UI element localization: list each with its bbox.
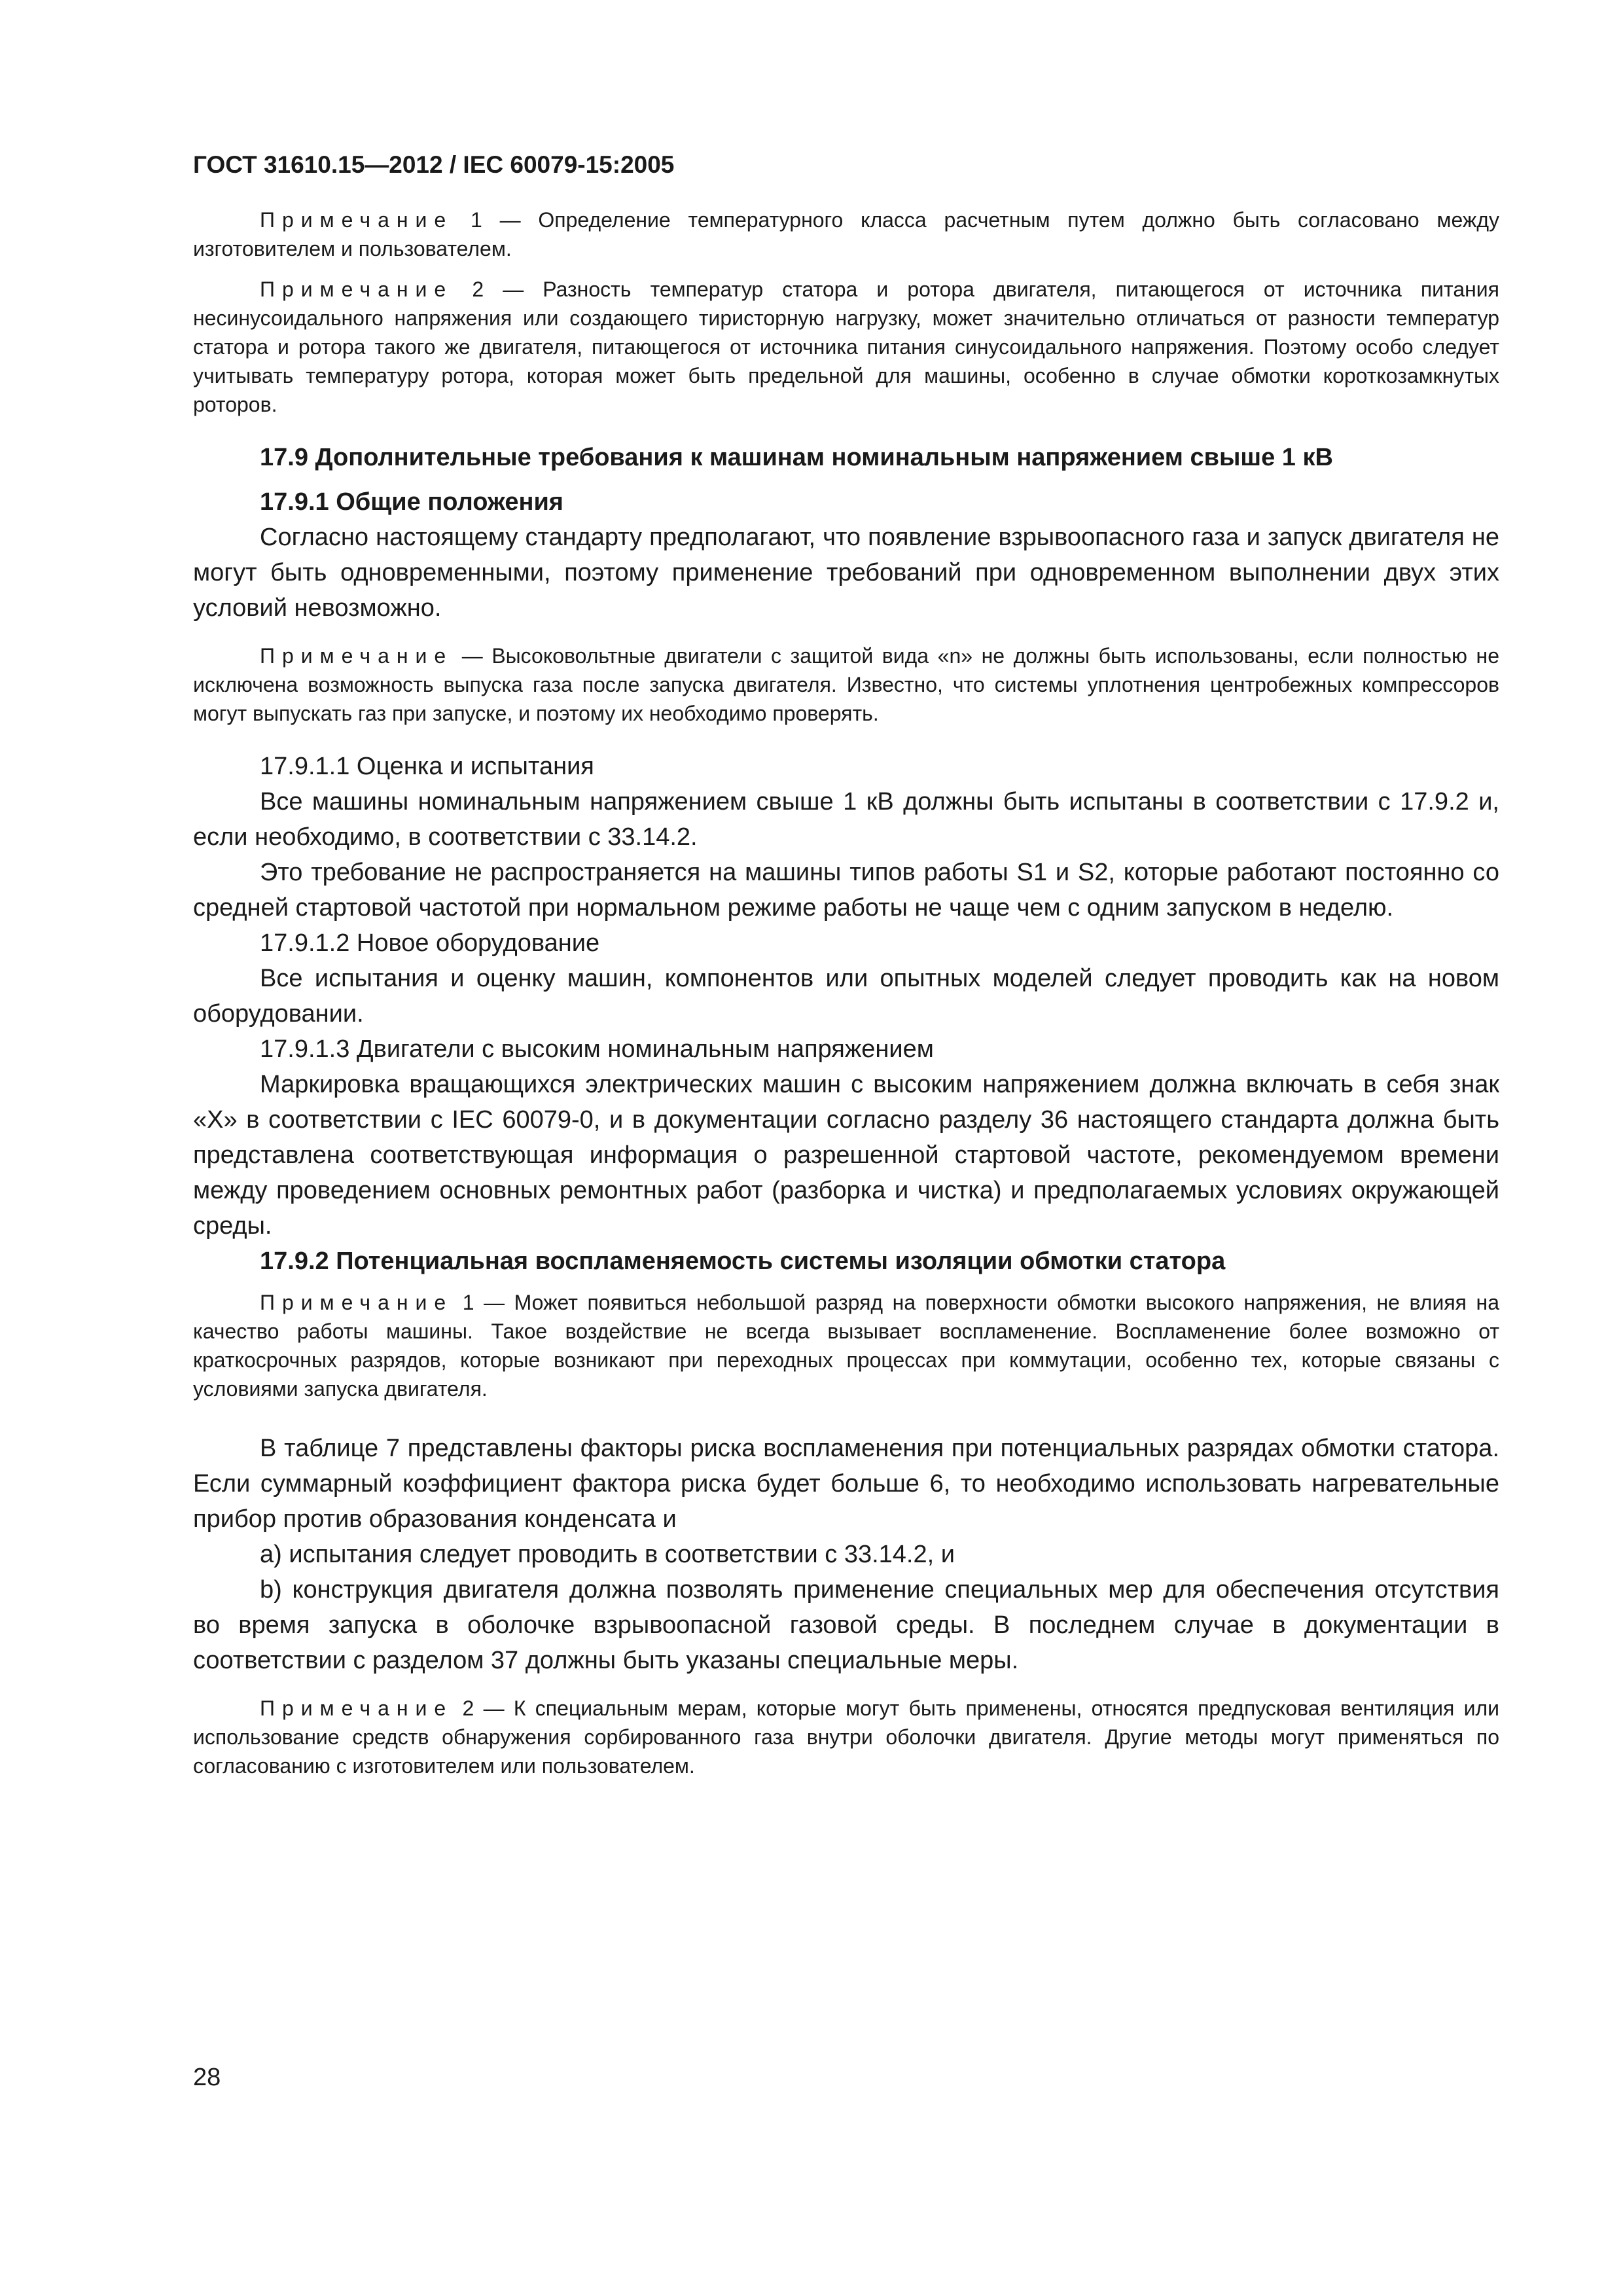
list-item-a: a) испытания следует проводить в соответствии с 33.14.2, и: [260, 1541, 955, 1568]
paragraph-17-9-1: Согласно настоящему стандарту предполагают, что появление взрывоопасного газа и запуск двигателя не могут быть одновременными, поэтому применение требований при одновременном выполнении двух этих условий невозможно.: [193, 524, 1499, 622]
page-number: 28: [193, 2064, 221, 2091]
note-1-top: [193, 206, 1499, 263]
heading-17-9-1-2: 17.9.1.2 Новое оборудование: [260, 929, 600, 957]
heading-17-9: 17.9 Дополнительные требования к машинам номинальным напряжением свыше 1 кВ: [260, 444, 1333, 471]
paragraph-17-9-1-1-a: Все машины номинальным напряжением свыше 1 кВ должны быть испытаны в соответствии с 17.9.2 и, если необходимо, в соответствии с 33.14.2.: [193, 788, 1499, 851]
page-content: [193, 149, 1499, 1792]
heading-17-9-1-1: 17.9.1.1 Оценка и испытания: [260, 753, 594, 780]
note-text: — Может появиться небольшой разряд на поверхности обмотки высокого напряжения, не влияя на качество работы машины. Такое воздействие не всегда вызывает воспламенение. Воспламенение более возможно от краткосрочных разрядов, которые возникают при переходных процессах при коммутации, особенно тех, которые связаны с условиями запуска двигателя.: [193, 1291, 1499, 1401]
note-text: — Разность температур статора и ротора двигателя, питающегося от источника питания несинусоидального напряжения или создающего тиристорную нагрузку, может значительно отличаться от разности температур статора и ротора такого же двигателя, питающегося от источника питания синусоидального напряжения. Поэтому особо следует учитывать температуру ротора, которая может быть предельной для машины, особенно в случае обмотки короткозамкнутых роторов.: [193, 278, 1500, 416]
paragraph-17-9-1-1-b: Это требование не распространяется на машины типов работы S1 и S2, которые работают постоянно со средней стартовой частотой при нормальном режиме работы не чаще чем с одним запуском в неделю.: [193, 859, 1499, 922]
heading-17-9-2: 17.9.2 Потенциальная воспламеняемость системы изоляции обмотки статора: [260, 1247, 1226, 1275]
note-2-top: [193, 275, 1499, 419]
heading-17-9-1-3: 17.9.1.3 Двигатели с высоким номинальным напряжением: [260, 1035, 934, 1063]
note-label: Примечание: [260, 1291, 454, 1314]
note-text: — Высоковольтные двигатели с защитой вида «n» не должны быть использованы, если полностью не исключена возможность выпуска газа после запуска двигателя. Известно, что системы уплотнения центробежных компрессоров могут выпускать газ при запуске, и поэтому их необходимо проверять.: [193, 644, 1500, 725]
paragraph-17-9-2: В таблице 7 представлены факторы риска воспламенения при потенциальных разрядах обмотки статора. Если суммарный коэффициент фактора риска будет больше 6, то необходимо использовать нагревательные прибор против образования конденсата и: [193, 1435, 1499, 1533]
note-number: 1: [471, 208, 482, 232]
heading-17-9-1: 17.9.1 Общие положения: [260, 488, 563, 516]
note-17-9-1: [193, 641, 1499, 728]
note-1-17-9-2: [193, 1288, 1499, 1403]
note-label: Примечание: [260, 278, 454, 301]
paragraph-17-9-1-2: Все испытания и оценку машин, компонентов или опытных моделей следует проводить как на новом оборудовании.: [193, 965, 1499, 1028]
note-2-17-9-2: [193, 1694, 1499, 1780]
note-number: 1: [462, 1291, 474, 1314]
note-text: — Определение температурного класса расчетным путем должно быть согласовано между изготовителем и пользователем.: [193, 208, 1500, 260]
note-number: 2: [462, 1696, 474, 1720]
paragraph-17-9-1-3: Маркировка вращающихся электрических машин с высоким напряжением должна включать в себя знак «X» в соответствии с IEC 60079-0, и в документации согласно разделу 36 настоящего стандарта должна быть представлена соответствующая информация о разрешенной стартовой частоте, рекомендуемом времени между проведением основных ремонтных работ (разборка и чистка) и предполагаемых условиях окружающей среды.: [193, 1071, 1499, 1240]
note-text: — К специальным мерам, которые могут быть применены, относятся предпусковая вентиляция или использование средств обнаружения сорбированного газа внутри оболочки двигателя. Другие методы могут применяться по согласованию с изготовителем или пользователем.: [193, 1696, 1500, 1778]
note-label: Примечание: [260, 208, 454, 232]
list-item-b: b) конструкция двигателя должна позволять применение специальных мер для обеспечения отсутствия во время запуска в оболочке взрывоопасной газовой среды. В последнем случае в документации в соответствии с разделом 37 должны быть указаны специальные меры.: [193, 1576, 1499, 1674]
note-label: Примечание: [260, 1696, 454, 1720]
note-number: 2: [472, 278, 484, 301]
note-label: Примечание: [260, 644, 454, 668]
document-header: ГОСТ 31610.15—2012 / IEC 60079-15:2005: [193, 151, 675, 178]
